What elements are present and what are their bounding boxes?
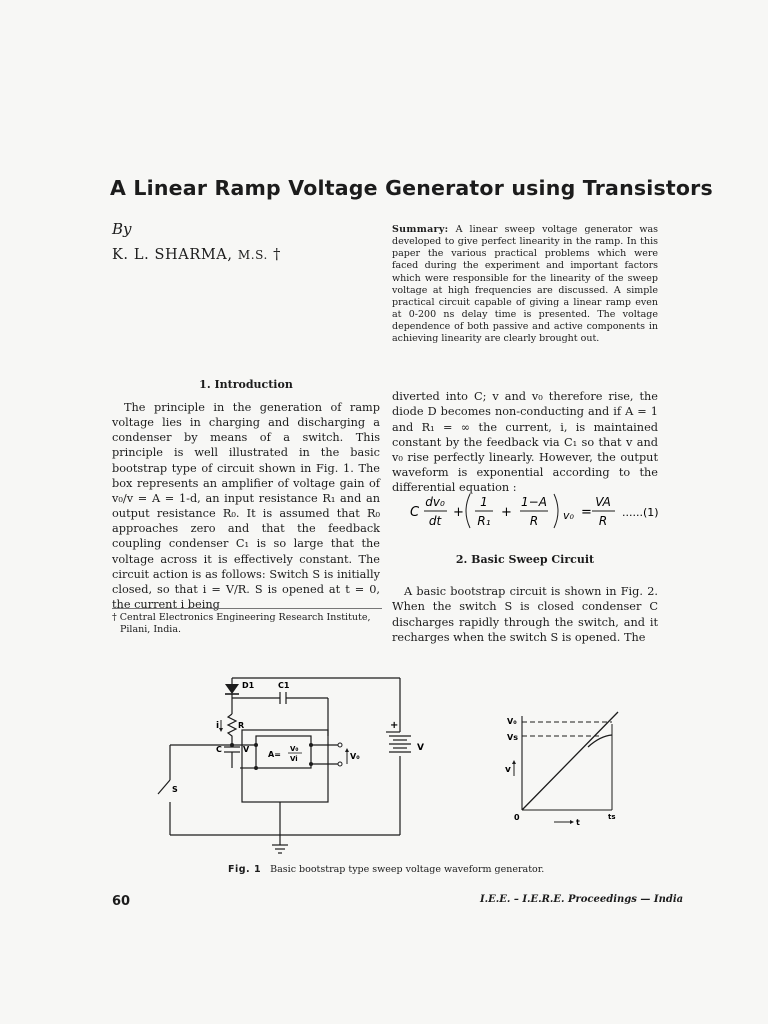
summary-block (392, 224, 658, 346)
graph-label-Vs: Vs (507, 733, 518, 742)
eq-VA: VA (595, 495, 611, 509)
author-degree: M.S. (237, 248, 268, 262)
graph-label-Vo: V₀ (507, 717, 517, 726)
eq-dt: dt (428, 514, 442, 528)
figure-label: Fig. 1 (228, 864, 262, 875)
supply-plus: + (390, 720, 399, 731)
author-name: K. L. SHARMA, (112, 247, 233, 263)
eq-one: 1 (480, 495, 488, 509)
gain-numerator: V₀ (290, 745, 299, 753)
gain-denominator: Vi (290, 755, 298, 763)
eq-R: R (529, 514, 539, 528)
footnote-line-1: † Central Electronics Engineering Research Institute, (112, 612, 371, 623)
label-D1: D1 (242, 681, 255, 690)
label-S: S (172, 785, 178, 794)
section-1-heading: 1. Introduction (199, 378, 293, 391)
label-C1: C1 (278, 681, 290, 690)
eq-R1: R₁ (477, 514, 491, 528)
eq-plus-2: + (501, 505, 512, 520)
differential-equation (404, 488, 660, 532)
graph-origin: 0 (514, 813, 520, 822)
graph-label-ts: ts (608, 813, 616, 821)
summary-label: Summary: (392, 224, 449, 235)
footnote (112, 608, 382, 636)
author-dagger: † (273, 247, 281, 263)
label-R: R (238, 721, 245, 730)
eq-R-right: R (598, 514, 608, 528)
section-2-heading: 2. Basic Sweep Circuit (455, 553, 595, 566)
eq-plus-1: + (453, 505, 464, 520)
label-C: C (216, 745, 222, 754)
graph-label-v: v (505, 765, 511, 775)
footnote-line-2: Pilani, India. (120, 624, 182, 635)
paper-title: A Linear Ramp Voltage Generator using Transistors (110, 176, 713, 200)
page-number: 60 (112, 894, 131, 909)
graph-label-t: t (576, 818, 580, 827)
bootstrap-circuit-diagram (150, 670, 440, 860)
journal-name: I.E.E. – I.E.R.E. Proceedings — India (480, 894, 684, 905)
author-line (112, 247, 281, 263)
eq-vo: v₀ (563, 509, 574, 522)
section-2-column (392, 573, 658, 656)
eq-number: ......(1) (622, 506, 659, 519)
section-1-paragraph-2: diverted into C; v and v₀ therefore rise, the diode D becomes non-conducting and if A = 1 and R₁ = ∞ the current, i, is maintained constant by the feedback via C₁ so that v and v₀ rise perfectly linearly. However, the output waveform is exponential according to the differential equation : (392, 390, 658, 495)
figure-caption (228, 864, 544, 875)
eq-one-minus-A: 1−A (521, 495, 547, 509)
eq-dvo: dv₀ (425, 495, 445, 509)
eq-C: C (410, 505, 420, 520)
section-1-column (112, 400, 380, 612)
byline: By (112, 220, 132, 238)
label-Vo: V₀ (350, 752, 360, 761)
section-1-paragraph: The principle in the generation of ramp voltage lies in charging and discharging a condenser by means of a switch. This principle is well illustrated in the basic bootstrap type of circuit shown in Fig. 1. The box represents an amplifier of voltage gain of v₀/v = A = 1-d, an input resistance R₁ and an output resistance R₀. It is assumed that R₀ approaches zero and that the feedback coupling condenser C₁ is so large that the voltage across it is effectively constant. The circuit action is as follows: Switch S is initially closed, so that i = V/R. S is opened at t = 0, the current i being (112, 401, 380, 612)
section-2-paragraph: A basic bootstrap circuit is shown in Fig. 2. When the switch S is closed condenser C discharges rapidly through the switch, and it recharges when the switch S is opened. The (392, 585, 658, 644)
gain-label: A= (268, 750, 281, 759)
label-i: i (216, 721, 220, 731)
summary-text: A linear sweep voltage generator was developed to give perfect linearity in the ramp. In this paper the various practical problems which were faced during the experiment and important factors which were responsible for the linearity of the sweep voltage at high frequencies are discussed. A simple practical circuit capable of giving a linear ramp even at 0-200 ns delay time is presented. The voltage dependence of both passive and active components in achieving linearity are clearly brought out. (392, 224, 658, 345)
label-supply-V: V (417, 743, 424, 753)
sweep-waveform-graph (500, 710, 640, 830)
eq-equals: = (581, 505, 592, 520)
label-V: V (243, 745, 250, 754)
figure-caption-text: Basic bootstrap type sweep voltage waveform generator. (270, 864, 545, 875)
